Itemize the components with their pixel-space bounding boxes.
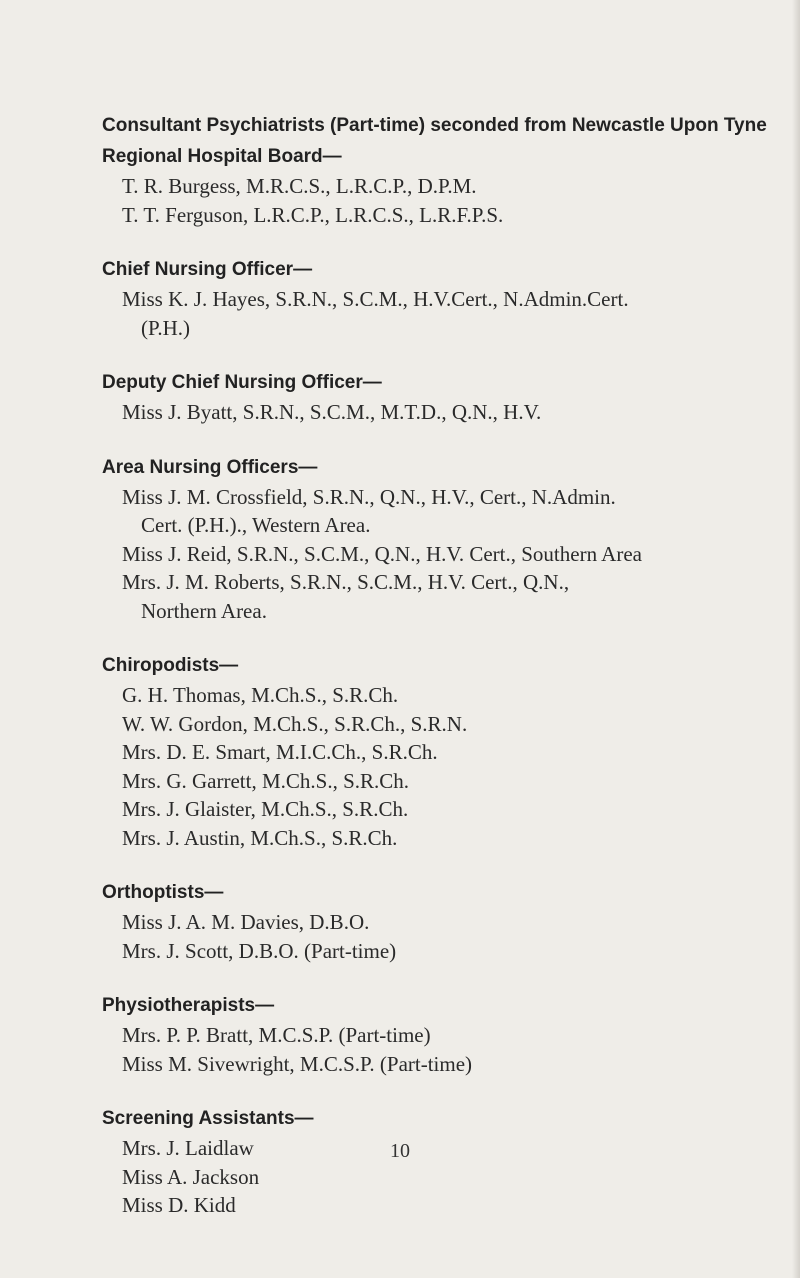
staff-entry-line: Miss D. Kidd [122, 1193, 236, 1217]
staff-entry [102, 172, 782, 201]
staff-entry-line: Miss J. A. M. Davies, D.B.O. [122, 910, 370, 934]
section-heading: Screening Assistants— [102, 1108, 314, 1129]
staff-entry-line: Miss M. Sivewright, M.C.S.P. (Part-time) [122, 1051, 473, 1076]
staff-entry [102, 201, 782, 230]
staff-entry [102, 568, 782, 625]
staff-entry [102, 937, 782, 966]
section-heading: Physiotherapists— [102, 995, 275, 1016]
page-number: 10 [390, 1140, 410, 1162]
staff-entry-line: T. R. Burgess, M.R.C.S., L.R.C.P., D.P.M. [122, 174, 477, 198]
staff-entry-line: Miss A. Jackson [122, 1164, 260, 1189]
staff-entry-line: W. W. Gordon, M.Ch.S., S.R.Ch., S.R.N. [122, 711, 468, 736]
staff-entry-line: Mrs. J. Austin, M.Ch.S., S.R.Ch. [122, 825, 398, 850]
section-heading: Chiropodists— [102, 655, 239, 676]
staff-entry [102, 710, 782, 739]
staff-section [102, 990, 782, 1078]
staff-section [102, 452, 782, 626]
staff-entry [102, 795, 782, 824]
staff-entry [102, 540, 782, 569]
staff-entry-line: Miss J. Byatt, S.R.N., S.C.M., M.T.D., Q.N., H.V. [122, 400, 542, 424]
staff-entry-line: Mrs. J. M. Roberts, S.R.N., S.C.M., H.V. Cert., Q.N., [122, 570, 570, 594]
staff-entry [102, 908, 782, 937]
staff-list [102, 110, 782, 1245]
staff-entry-line: Mrs. J. Laidlaw [122, 1136, 254, 1160]
section-heading: Chief Nursing Officer— [102, 259, 313, 280]
staff-entry [102, 681, 782, 710]
staff-entry-continuation: Cert. (P.H.)., Western Area. [141, 513, 371, 537]
staff-section [102, 650, 782, 852]
staff-section [102, 367, 782, 427]
section-heading: Orthoptists— [102, 882, 224, 903]
section-heading: Area Nursing Officers— [102, 456, 318, 478]
staff-entry [102, 483, 782, 540]
section-heading: Consultant Psychiatrists (Part-time) seconded from Newcastle Upon Tyne Regional Hospital Board— [102, 115, 767, 167]
staff-section [102, 877, 782, 965]
staff-entry-line: G. H. Thomas, M.Ch.S., S.R.Ch. [122, 683, 399, 707]
staff-entry-line: Mrs. G. Garrett, M.Ch.S., S.R.Ch. [122, 768, 410, 793]
staff-entry-continuation: Northern Area. [141, 598, 267, 623]
staff-entry-continuation: (P.H.) [141, 315, 191, 340]
page-edge-shadow [792, 0, 800, 1278]
staff-entry-line: T. T. Ferguson, L.R.C.P., L.R.C.S., L.R.F.P.S. [122, 202, 504, 227]
staff-entry [102, 1163, 782, 1192]
staff-entry [102, 285, 782, 342]
staff-entry-line: Miss J. Reid, S.R.N., S.C.M., Q.N., H.V. Cert., Southern Area [122, 541, 642, 566]
staff-entry [102, 738, 782, 767]
section-heading: Deputy Chief Nursing Officer— [102, 372, 382, 393]
staff-entry [102, 767, 782, 796]
staff-entry-line: Mrs. D. E. Smart, M.I.C.Ch., S.R.Ch. [122, 740, 438, 764]
staff-section [102, 254, 782, 342]
staff-entry [102, 1021, 782, 1050]
staff-entry [102, 1191, 782, 1220]
staff-entry-line: Miss J. M. Crossfield, S.R.N., Q.N., H.V., Cert., N.Admin. [122, 484, 616, 509]
staff-entry [102, 824, 782, 853]
staff-section [102, 110, 782, 229]
staff-entry [102, 398, 782, 427]
staff-entry [102, 1050, 782, 1079]
staff-entry-line: Mrs. P. P. Bratt, M.C.S.P. (Part-time) [122, 1023, 431, 1047]
staff-entry-line: Mrs. J. Glaister, M.Ch.S., S.R.Ch. [122, 797, 409, 821]
staff-entry-line: Miss K. J. Hayes, S.R.N., S.C.M., H.V.Cert., N.Admin.Cert. [122, 287, 629, 311]
staff-entry-line: Mrs. J. Scott, D.B.O. (Part-time) [122, 938, 397, 963]
